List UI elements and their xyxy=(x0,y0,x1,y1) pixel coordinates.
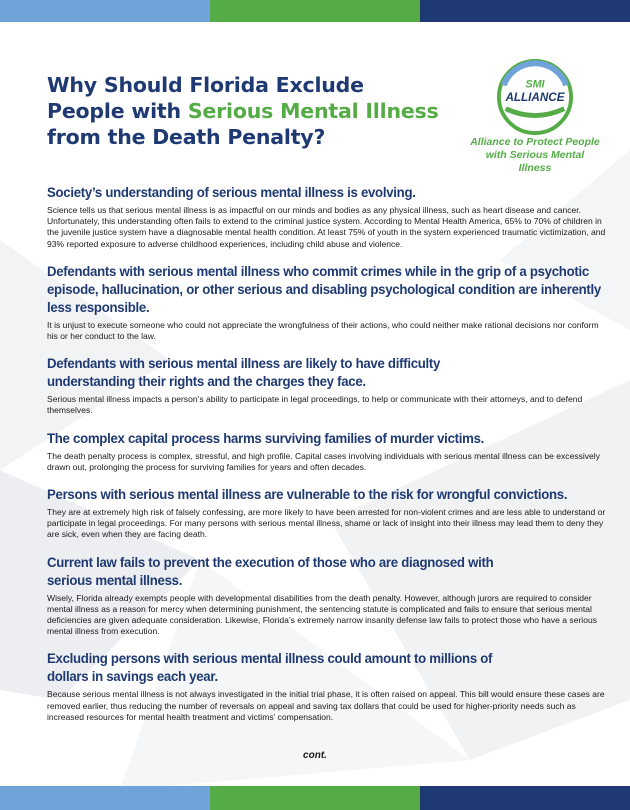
title-line-3: from the Death Penalty? xyxy=(47,125,326,149)
section-heading: The complex capital process harms surviving families of murder victims. xyxy=(47,430,485,447)
title-highlight: Serious Mental Illness xyxy=(187,99,439,123)
section-heading: Excluding persons with serious mental illness could amount to millions of dollars in savings each year. xyxy=(47,651,493,686)
section-7 xyxy=(47,650,607,723)
section-heading: Defendants with serious mental illness who commit crimes while in the grip of a psychotic episode, hallucination, or other serious and disabling psychological condition are inherently less responsible. xyxy=(47,263,601,316)
section-body: Wisely, Florida already exempts people with developmental disabilities from the death penalty. However, although jurors are required to consider mental illness as a reason for mercy when determining punishment, the sentencing statute is complicated and fails to ensure that serious mental deficiencies are given adequate consideration. Likewise, Florida’s extremely narrow insanity defense law fails to protect those who have a serious mental illness from execution. xyxy=(47,592,597,637)
section-4 xyxy=(47,430,607,473)
section-body: Science tells us that serious mental illness is as impactful on our minds and bodies as any physical illness, such as heart disease and cancer. Unfortunately, this understanding often fails to extend to the criminal justice system. According to Mental Health America, 65% to 70% of children in the juvenile justice system have a diagnosable mental health condition. At least 75% of youth in the system experienced traumatic victimization, and 93% reported exposure to adverse childhood experiences, including child abuse and violence. xyxy=(47,205,606,249)
title-line-2-pre: People with xyxy=(47,99,188,123)
section-body: They are at extremely high risk of falsely confessing, are more likely to have been arrested for non-violent crimes and are less able to understand or participate in legal proceedings. For many persons with serious mental illness, shame or lack of insight into their illness may lead them to deny they are sick, even when they are facing death. xyxy=(47,507,606,540)
section-body: The death penalty process is complex, stressful, and high profile. Capital cases involving individuals with serious mental illness can be excessively drawn out, prolonging the process for surviving families for years and often decades. xyxy=(47,450,600,472)
section-heading: Current law fails to prevent the execution of those who are diagnosed with serious mental illness. xyxy=(47,554,494,589)
title-line-1: Why Should Florida Exclude xyxy=(47,73,364,97)
section-body: Because serious mental illness is not always investigated in the initial trial phase, it is often raised on appeal. This bill would ensure these cases are removed earlier, thus reducing the number of reversals on appeal and saving tax dollars that could be used for higher-priority needs such as increased resources for mental health treatment and victims’ compensation. xyxy=(47,689,605,722)
continued-note: cont. xyxy=(303,750,327,761)
section-6 xyxy=(47,554,607,638)
logo-text-top: SMI xyxy=(525,78,545,91)
logo-text-bottom: ALLIANCE xyxy=(505,90,565,104)
section-body: Serious mental illness impacts a person’s ability to participate in legal proceedings, to help or communicate with their attorneys, and to defend themselves. xyxy=(47,394,583,416)
section-heading: Society’s understanding of serious mental illness is evolving. xyxy=(47,185,416,201)
sections-list xyxy=(47,184,607,736)
section-5 xyxy=(47,486,607,541)
section-3 xyxy=(47,355,607,416)
section-body: It is unjust to execute someone who could not appreciate the wrongfulness of their actions, who could neither make rational decisions nor conform his or her conduct to the law. xyxy=(47,319,599,342)
section-2 xyxy=(47,263,607,342)
section-1 xyxy=(47,184,607,250)
section-heading: Defendants with serious mental illness are likely to have difficulty understanding their rights and the charges they face. xyxy=(47,356,441,391)
logo-tagline: Alliance to Protect People with Serious Mental Illness xyxy=(470,136,600,174)
page-title xyxy=(47,72,447,150)
section-heading: Persons with serious mental illness are vulnerable to the risk for wrongful convictions. xyxy=(47,487,568,504)
smi-alliance-logo-icon xyxy=(496,58,574,136)
